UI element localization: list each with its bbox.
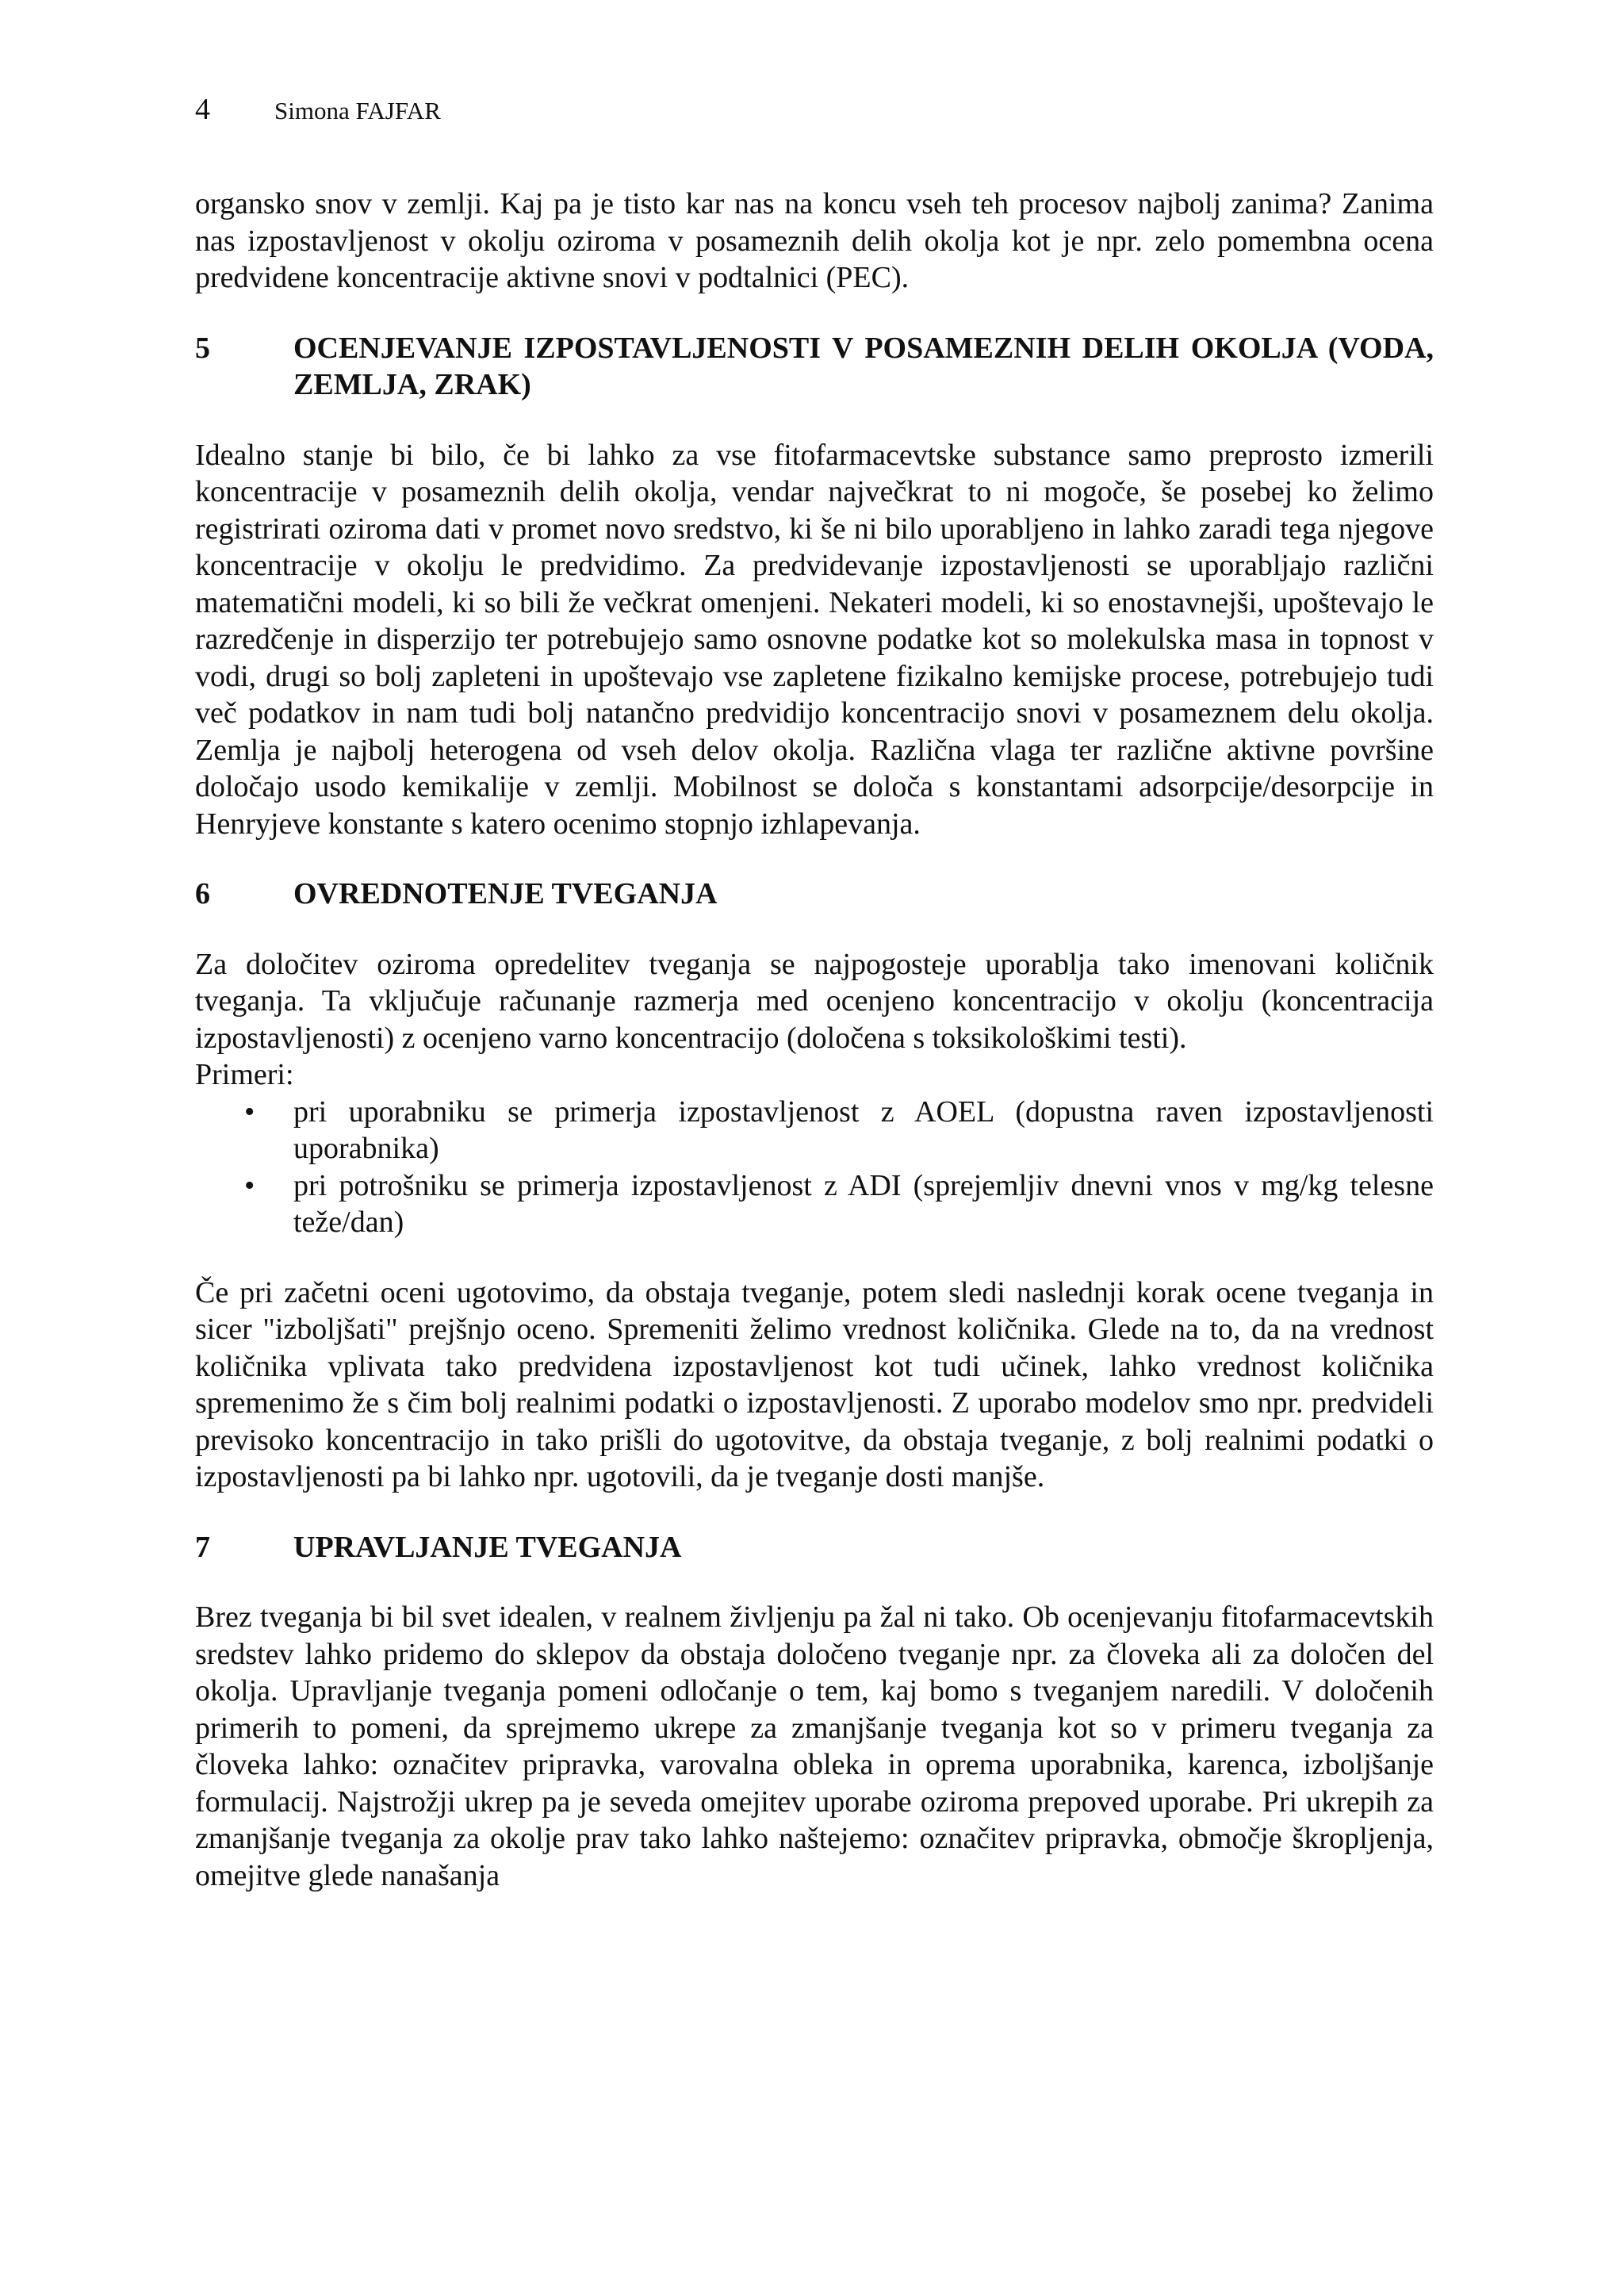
spacer xyxy=(195,913,1434,946)
examples-list xyxy=(195,1094,1434,1241)
list-item xyxy=(195,1167,1434,1241)
list-item xyxy=(195,1094,1434,1167)
section-5-heading xyxy=(195,330,1434,404)
section-6-title: OVREDNOTENJE TVEGANJA xyxy=(293,877,718,910)
section-5-paragraph: Idealno stanje bi bilo, če bi lahko za vse fitofarmacevtske substance samo preprosto izmerili koncentracije v posameznih delih okolja, vendar največkrat to ni mogoče, še posebej ko želimo registrirati oziroma dati v promet novo sredstvo, ki še ni bilo uporabljeno in lahko zaradi tega njegove koncentracije v okolju le predvidimo. Za predvidevanje izpostavljenosti se uporabljajo različni matematični modeli, ki so bili že večkrat omenjeni. Nekateri modeli, ki so enostavnejši, upoštevajo le razredčenje in disperzijo ter potrebujejo samo osnovne podatke kot so molekulska masa in topnost v vodi, drugi so bolj zapleteni in upoštevajo vse zapletene fizikalno kemijske procese, potrebujejo tudi več podatkov in nam tudi bolj natančno predvidijo koncentracijo snovi v posameznem delu okolja. Zemlja je najbolj heterogena od vseh delov okolja. Različna vlaga ter različne aktivne površine določajo usodo kemikalije v zemlji. Mobilnost se določa s konstantami adsorpcije/desorpcije in Henryjeve konstante s katero ocenimo stopnjo izhlapevanja. xyxy=(195,438,1434,841)
running-header xyxy=(195,94,441,127)
section-7-number: 7 xyxy=(195,1530,210,1564)
spacer xyxy=(195,1496,1434,1529)
spacer xyxy=(195,842,1434,876)
intro-paragraph: organsko snov v zemlji. Kaj pa je tisto kar nas na koncu vseh teh procesov najbolj zanima? Zanima nas izpostavljenost v okolju oziroma v posameznih delih okolja kot je npr. zelo pomembna ocena predvidene koncentracije aktivne snovi v podtalnici (PEC). xyxy=(195,187,1434,294)
main-content xyxy=(195,186,1434,1894)
spacer xyxy=(195,404,1434,437)
bullet-icon: • xyxy=(244,1168,255,1202)
list-item-text: pri uporabniku se primerja izpostavljenost z AOEL (dopustna raven izpostavljenosti uporabnika) xyxy=(293,1094,1434,1165)
section-6-number: 6 xyxy=(195,877,210,910)
spacer xyxy=(195,297,1434,330)
spacer xyxy=(195,1566,1434,1599)
page-number: 4 xyxy=(195,93,210,126)
section-6-heading xyxy=(195,876,1434,913)
section-7-paragraph: Brez tveganja bi bil svet idealen, v realnem življenju pa žal ni tako. Ob ocenjevanju fitofarmacevtskih sredstev lahko pridemo do sklepov da obstaja določeno tveganje npr. za človeka ali za določen del okolja. Upravljanje tveganja pomeni odločanje o tem, kaj bomo s tveganjem naredili. V določenih primerih to pomeni, da sprejmemo ukrepe za zmanjšanje tveganja kot so v primeru tveganja za človeka lahko: označitev pripravka, varovalna obleka in oprema uporabnika, karenca, izboljšanje formulacij. Najstrožji ukrep pa je seveda omejitev uporabe oziroma prepoved uporabe. Pri ukrepih za zmanjšanje tveganja za okolje prav tako lahko naštejemo: označitev pripravka, območje škropljenja, omejitve glede nanašanja xyxy=(195,1600,1434,1892)
section-5-title: OCENJEVANJE IZPOSTAVLJENOSTI V POSAMEZNIH DELIH OKOLJA (VODA, ZEMLJA, ZRAK) xyxy=(293,331,1434,401)
section-7-title: UPRAVLJANJE TVEGANJA xyxy=(293,1530,682,1564)
list-item-text: pri potrošniku se primerja izpostavljenost z ADI (sprejemljiv dnevni vnos v mg/kg telesne teže/dan) xyxy=(293,1168,1434,1239)
examples-label: Primeri: xyxy=(195,1058,294,1091)
section-5-number: 5 xyxy=(195,331,210,365)
author-name: Simona FAJFAR xyxy=(274,97,441,125)
bullet-icon: • xyxy=(244,1094,255,1129)
section-7-heading xyxy=(195,1529,1434,1566)
section-6-paragraph-2: Če pri začetni oceni ugotovimo, da obstaja tveganje, potem sledi naslednji korak ocene tveganja in sicer "izboljšati" prejšnjo oceno. Spremeniti želimo vrednost količnika. Glede na to, da na vrednost količnika vplivata tako predvidena izpostavljenost kot tudi učinek, lahko vrednost količnika spremenimo že s čim bolj realnimi podatki o izpostavljenosti. Z uporabo modelov smo npr. predvideli previsoko koncentracijo in tako prišli do ugotovitve, da obstaja tveganje, z bolj realnimi podatki o izpostavljenosti pa bi lahko npr. ugotovili, da je tveganje dosti manjše. xyxy=(195,1275,1434,1493)
spacer xyxy=(195,1241,1434,1274)
section-6-paragraph-1: Za določitev oziroma opredelitev tveganja se najpogosteje uporablja tako imenovani količnik tveganja. Ta vključuje računanje razmerja med ocenjeno koncentracijo v okolju (koncentracija izpostavljenosti) z ocenjeno varno koncentracijo (določena s toksikološkimi testi). xyxy=(195,947,1434,1055)
